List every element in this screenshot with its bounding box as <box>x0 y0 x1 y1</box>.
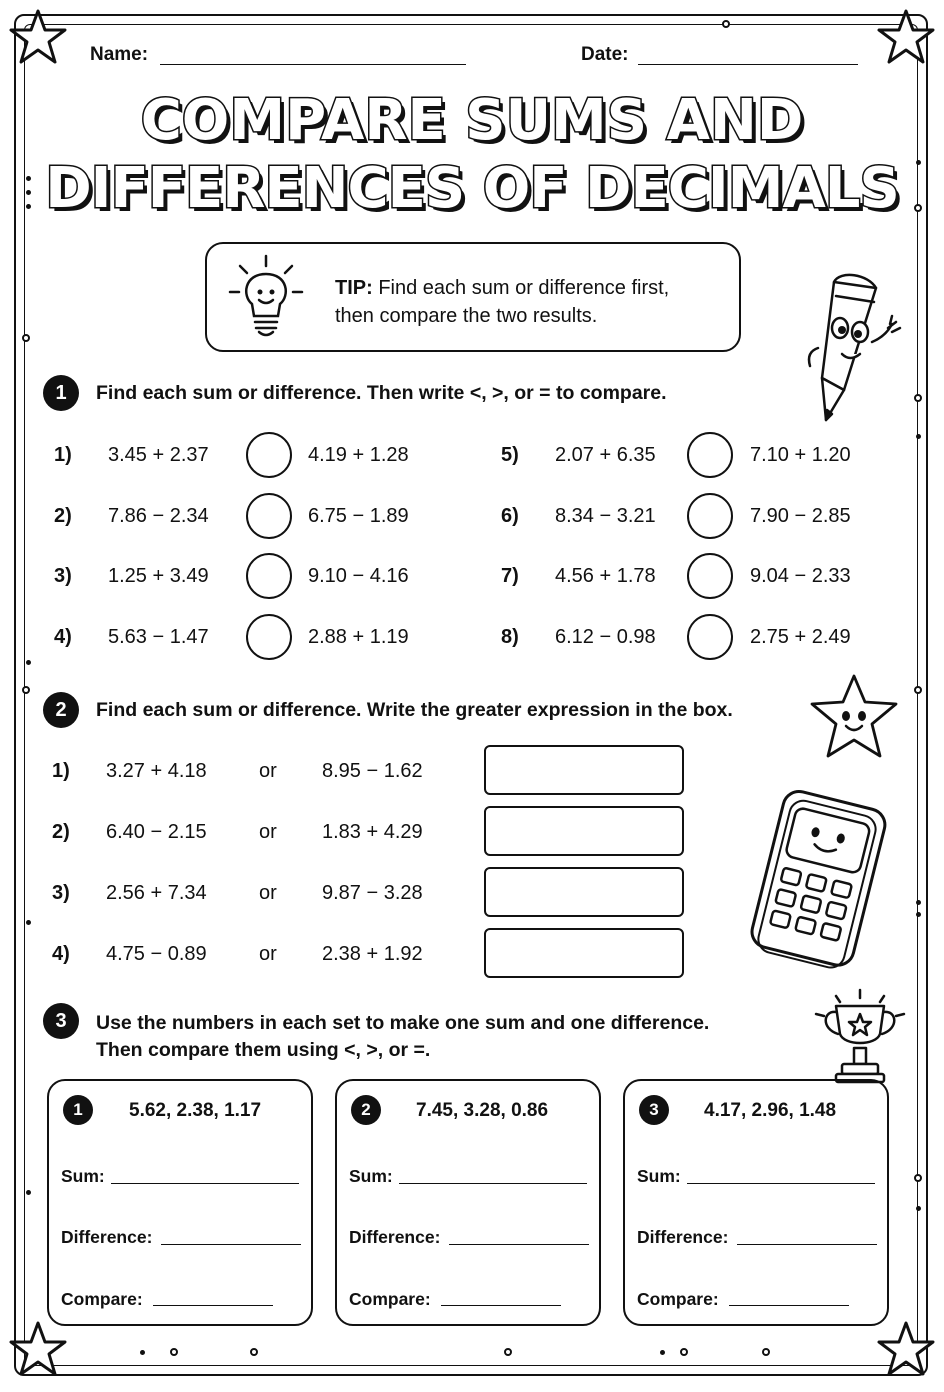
border-dot <box>250 1348 258 1356</box>
problem-number: 7) <box>501 565 519 587</box>
expression-right: 8.95 − 1.62 <box>322 760 423 782</box>
trophy-icon <box>808 988 912 1088</box>
compare-answer-circle[interactable] <box>687 432 733 478</box>
border-dot <box>504 1348 512 1356</box>
tip-line2: then compare the two results. <box>335 305 598 327</box>
compare-answer-circle[interactable] <box>687 553 733 599</box>
card-number: 2 <box>351 1095 381 1125</box>
expression-left: 6.40 − 2.15 <box>106 821 207 843</box>
expression-right: 2.38 + 1.92 <box>322 943 423 965</box>
expression-left: 1.25 + 3.49 <box>108 565 209 587</box>
card-number: 3 <box>639 1095 669 1125</box>
border-dot <box>22 334 30 342</box>
border-dot <box>22 686 30 694</box>
expression-right: 9.87 − 3.28 <box>322 882 423 904</box>
border-dot <box>140 1350 145 1355</box>
compare-answer-circle[interactable] <box>246 553 292 599</box>
page-title-line1: COMPARE SUMS AND <box>140 88 804 153</box>
section-number: 2 <box>43 692 79 728</box>
section3-instruction-line1: Use the numbers in each set to make one sum and one difference. <box>96 1012 710 1034</box>
number-set: 5.62, 2.38, 1.17 <box>129 1100 262 1121</box>
name-label: Name: <box>90 44 149 65</box>
tip-label: TIP: <box>335 277 373 299</box>
problem-number: 5) <box>501 444 519 466</box>
sum-label: Sum: <box>349 1166 393 1186</box>
card-number: 1 <box>63 1095 93 1125</box>
section3-instruction <box>96 1010 709 1064</box>
sum-answer-line[interactable] <box>111 1183 299 1184</box>
expression-left: 4.56 + 1.78 <box>555 565 656 587</box>
compare-answer-line[interactable] <box>441 1305 561 1306</box>
number-set: 4.17, 2.96, 1.48 <box>704 1100 837 1121</box>
tip-line1: Find each sum or difference first, <box>378 277 670 299</box>
expression-right: 4.19 + 1.28 <box>308 444 409 466</box>
lightbulb-icon <box>226 252 306 344</box>
sum-label: Sum: <box>61 1166 105 1186</box>
expression-left: 8.34 − 3.21 <box>555 505 656 527</box>
problem-number: 3) <box>54 565 72 587</box>
expression-left: 7.86 − 2.34 <box>108 505 209 527</box>
compare-answer-circle[interactable] <box>246 432 292 478</box>
number-set: 7.45, 3.28, 0.86 <box>416 1100 549 1121</box>
border-dot <box>916 912 921 917</box>
answer-box[interactable] <box>484 867 684 917</box>
compare-answer-line[interactable] <box>729 1305 849 1306</box>
border-dot <box>680 1348 688 1356</box>
expression-left: 4.75 − 0.89 <box>106 943 207 965</box>
border-dot <box>916 434 921 439</box>
difference-answer-line[interactable] <box>737 1244 877 1245</box>
difference-answer-line[interactable] <box>161 1244 301 1245</box>
compare-label: Compare: <box>61 1289 143 1309</box>
calculator-icon <box>742 788 892 972</box>
date-field[interactable] <box>638 64 858 65</box>
compare-answer-line[interactable] <box>153 1305 273 1306</box>
border-dot <box>916 1206 921 1211</box>
section-number: 3 <box>43 1003 79 1039</box>
border-dot <box>762 1348 770 1356</box>
section1-instruction: Find each sum or difference. Then write <, >, or = to compare. <box>96 382 667 404</box>
border-dot <box>916 900 921 905</box>
border-dot <box>26 1190 31 1195</box>
expression-left: 2.07 + 6.35 <box>555 444 656 466</box>
border-dot <box>26 920 31 925</box>
star-icon <box>6 6 70 70</box>
or-label: or <box>259 760 277 782</box>
expression-right: 7.10 + 1.20 <box>750 444 851 466</box>
problem-number: 4) <box>52 943 70 965</box>
expression-right: 6.75 − 1.89 <box>308 505 409 527</box>
or-label: or <box>259 821 277 843</box>
problem-number: 4) <box>54 626 72 648</box>
expression-right: 2.75 + 2.49 <box>750 626 851 648</box>
star-icon <box>806 672 902 762</box>
border-dot <box>722 20 730 28</box>
border-dot <box>26 660 31 665</box>
border-dot <box>660 1350 665 1355</box>
expression-left: 5.63 − 1.47 <box>108 626 209 648</box>
expression-left: 3.45 + 2.37 <box>108 444 209 466</box>
difference-label: Difference: <box>637 1227 729 1247</box>
problem-number: 2) <box>54 505 72 527</box>
section-number: 1 <box>43 375 79 411</box>
compare-answer-circle[interactable] <box>246 493 292 539</box>
border-dot <box>914 1174 922 1182</box>
compare-answer-circle[interactable] <box>246 614 292 660</box>
star-icon <box>874 1318 938 1382</box>
star-icon <box>6 1318 70 1382</box>
expression-right: 9.04 − 2.33 <box>750 565 851 587</box>
border-dot <box>170 1348 178 1356</box>
expression-left: 6.12 − 0.98 <box>555 626 656 648</box>
sum-label: Sum: <box>637 1166 681 1186</box>
section2-instruction: Find each sum or difference. Write the greater expression in the box. <box>96 699 733 721</box>
sum-answer-line[interactable] <box>399 1183 587 1184</box>
name-field[interactable] <box>160 64 466 65</box>
compare-answer-circle[interactable] <box>687 614 733 660</box>
tip-text <box>335 274 735 330</box>
problem-number: 6) <box>501 505 519 527</box>
difference-label: Difference: <box>61 1227 153 1247</box>
difference-answer-line[interactable] <box>449 1244 589 1245</box>
compare-answer-circle[interactable] <box>687 493 733 539</box>
expression-left: 2.56 + 7.34 <box>106 882 207 904</box>
problem-number: 2) <box>52 821 70 843</box>
star-icon <box>874 6 938 70</box>
sum-answer-line[interactable] <box>687 1183 875 1184</box>
practice-card <box>623 1079 889 1326</box>
answer-box[interactable] <box>484 928 684 978</box>
practice-card <box>47 1079 313 1326</box>
problem-number: 1) <box>54 444 72 466</box>
expression-left: 3.27 + 4.18 <box>106 760 207 782</box>
or-label: or <box>259 882 277 904</box>
border-dot <box>914 686 922 694</box>
date-label: Date: <box>581 44 629 65</box>
or-label: or <box>259 943 277 965</box>
practice-card <box>335 1079 601 1326</box>
border-dot <box>914 394 922 402</box>
compare-label: Compare: <box>637 1289 719 1309</box>
answer-box[interactable] <box>484 806 684 856</box>
problem-number: 1) <box>52 760 70 782</box>
page-title-line2: DIFFERENCES OF DECIMALS <box>45 156 899 221</box>
pencil-icon <box>796 262 906 426</box>
expression-right: 7.90 − 2.85 <box>750 505 851 527</box>
expression-right: 9.10 − 4.16 <box>308 565 409 587</box>
problem-number: 3) <box>52 882 70 904</box>
compare-label: Compare: <box>349 1289 431 1309</box>
expression-right: 1.83 + 4.29 <box>322 821 423 843</box>
section3-instruction-line2: Then compare them using <, >, or =. <box>96 1039 431 1061</box>
expression-right: 2.88 + 1.19 <box>308 626 409 648</box>
difference-label: Difference: <box>349 1227 441 1247</box>
answer-box[interactable] <box>484 745 684 795</box>
problem-number: 8) <box>501 626 519 648</box>
